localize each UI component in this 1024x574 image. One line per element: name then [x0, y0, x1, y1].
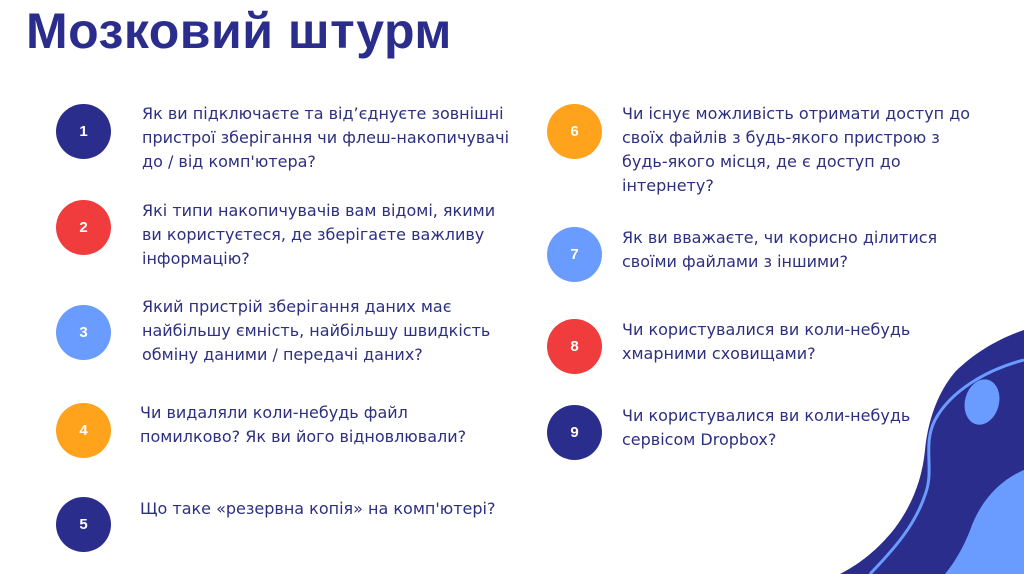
- question-text-3: Який пристрій зберігання даних має найбільшу ємність, найбільшу швидкість обміну даними / передачі даних?: [142, 297, 491, 364]
- page-title: Мозковий штурм: [26, 3, 452, 59]
- number-badge-5: 5: [56, 497, 111, 552]
- number-badge-2: 2: [56, 200, 111, 255]
- question-text-4: Чи видаляли коли-небудь файл помилково? Як ви його відновлювали?: [140, 403, 467, 446]
- question-text-6: Чи існує можливість отримати доступ до своїх файлів з будь-якого пристрою з будь-якого місця, де є доступ до інтернету?: [622, 104, 971, 195]
- decorative-blob: [794, 324, 1024, 574]
- number-badge-6: 6: [547, 104, 602, 159]
- question-text-1: Як ви підключаєте та від’єднуєте зовнішні пристрої зберігання чи флеш-накопичувачі до / від комп'ютера?: [142, 104, 510, 171]
- number-badge-3: 3: [56, 305, 111, 360]
- question-text-5: Що таке «резервна копія» на комп'ютері?: [140, 499, 496, 518]
- question-text-7: Як ви вважаєте, чи корисно ділитися своїми файлами з іншими?: [622, 228, 938, 271]
- number-badge-7: 7: [547, 227, 602, 282]
- number-badge-9: 9: [547, 405, 602, 460]
- number-badge-4: 4: [56, 403, 111, 458]
- number-badge-1: 1: [56, 104, 111, 159]
- question-text-9: Чи користувалися ви коли-небудь сервісом Dropbox?: [622, 406, 911, 449]
- number-badge-8: 8: [547, 319, 602, 374]
- question-text-2: Які типи накопичувачів вам відомі, якими ви користуєтеся, де зберігаєте важливу інформацію?: [142, 201, 496, 268]
- question-text-8: Чи користувалися ви коли-небудь хмарними сховищами?: [622, 320, 911, 363]
